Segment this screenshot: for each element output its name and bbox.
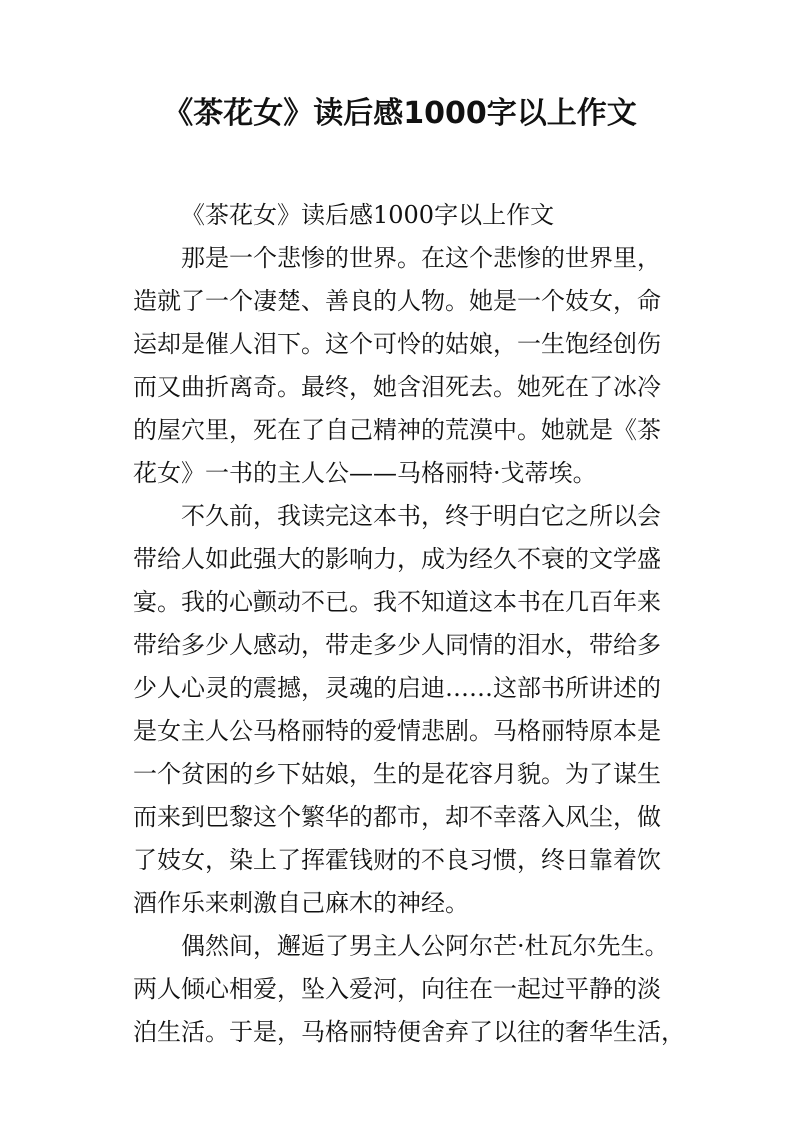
text-line: 酒作乐来刺激自己麻木的神经。 [133, 889, 469, 917]
text-line: 两人倾心相爱，坠入爱河，向往在一起过平静的淡 [133, 975, 661, 1003]
text-line: 运却是催人泪下。这个可怜的姑娘，一生饱经创伤 [133, 330, 661, 358]
text-line: 宴。我的心颤动不已。我不知道这本书在几百年来 [133, 588, 661, 616]
document-title: 《茶花女》读后感1000字以上作文 [163, 96, 637, 131]
text-line: 是女主人公马格丽特的爱情悲剧。马格丽特原本是 [133, 717, 661, 745]
text-line: 带给多少人感动，带走多少人同情的泪水，带给多 [133, 631, 661, 659]
text-line-subtitle: 《茶花女》读后感1000字以上作文 [181, 201, 555, 229]
document-body [133, 194, 685, 1054]
text-line: 的屋穴里，死在了自己精神的荒漠中。她就是《茶 [133, 416, 661, 444]
text-line: 造就了一个凄楚、善良的人物。她是一个妓女，命 [133, 287, 661, 315]
text-line: 了妓女，染上了挥霍钱财的不良习惯，终日靠着饮 [133, 846, 661, 874]
text-line: 偶然间，邂逅了男主人公阿尔芒·杜瓦尔先生。 [181, 932, 669, 960]
text-line: 花女》一书的主人公——马格丽特·戈蒂埃。 [133, 459, 597, 487]
text-line: 而来到巴黎这个繁华的都市，却不幸落入风尘，做 [133, 803, 661, 831]
text-line: 那是一个悲惨的世界。在这个悲惨的世界里， [181, 244, 661, 272]
text-line: 带给人如此强大的影响力，成为经久不衰的文学盛 [133, 545, 661, 573]
text-line: 少人心灵的震撼，灵魂的启迪……这部书所讲述的 [133, 674, 661, 702]
text-line: 泊生活。于是，马格丽特便舍弃了以往的奢华生活， [133, 1018, 685, 1046]
text-line: 一个贫困的乡下姑娘，生的是花容月貌。为了谋生 [133, 760, 661, 788]
text-line: 而又曲折离奇。最终，她含泪死去。她死在了冰冷 [133, 373, 661, 401]
text-line: 不久前，我读完这本书，终于明白它之所以会 [181, 502, 661, 530]
